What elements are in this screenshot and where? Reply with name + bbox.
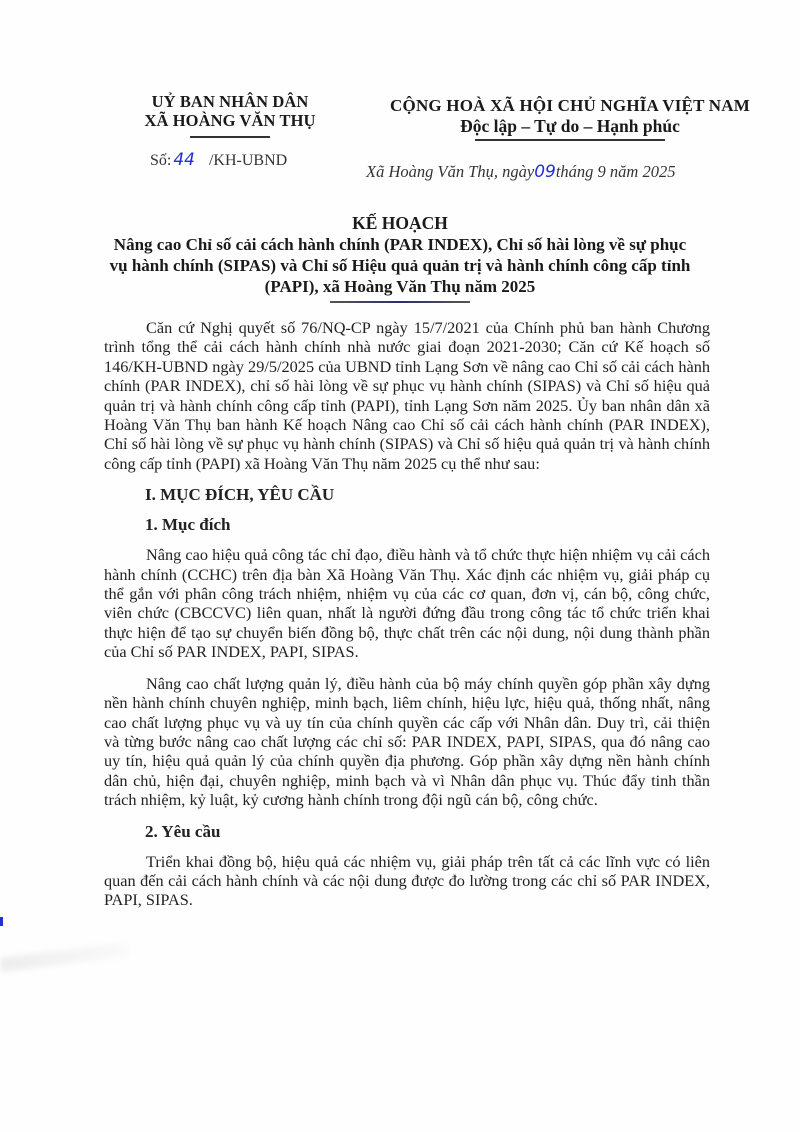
purpose-paragraph-2: Nâng cao chất lượng quản lý, điều hành của bộ máy chính quyền góp phần xây dựng nền hành chính chuyên nghiệp, minh bạch, liêm chính, hiệu lực, hiệu quả, thống nhất, nâng cao chất lượng phục vụ và uy tín của chính quyền các cấp với Nhân dân. Duy trì, cải thiện và từng bước nâng cao chất lượng các chỉ số: PAR INDEX, PAPI, SIPAS, qua đó nâng cao uy tín, hiệu quả quản lý của chính quyền địa phương. Góp phần xây dựng nền hành chính dân chủ, hiện đại, chuyên nghiệp, minh bạch và vì Nhân dân phục vụ. Thúc đẩy tinh thần trách nhiệm, kỷ luật, kỷ cương hành chính trong đội ngũ cán bộ, công chức. [104, 673, 710, 810]
national-motto: Độc lập – Tự do – Hạnh phúc [460, 116, 680, 136]
day-handwritten: 09 [534, 162, 556, 182]
preamble-paragraph: Căn cứ Nghị quyết số 76/NQ-CP ngày 15/7/2021 của Chính phủ ban hành Chương trình tổng thể cải cách hành chính nhà nước giai đoạn 2021-2030; Căn cứ Kế hoạch số 146/KH-UBND ngày 29/5/2025 của UBND tỉnh Lạng Sơn về nâng cao Chỉ số cải cách hành chính (PAR INDEX), chỉ số hài lòng về sự phục vụ hành chính (SIPAS) và Chỉ số hiệu quả quản trị và hành chính công cấp tỉnh (PAPI), tỉnh Lạng Sơn năm 2025. Ủy ban nhân dân xã Hoàng Văn Thụ ban hành Kế hoạch Nâng cao Chỉ số cải cách hành chính (PAR INDEX), Chỉ số hài lòng về sự phục vụ hành chính (SIPAS) và Chỉ số hiệu quả quản trị và hành chính công cấp tỉnh (PAPI) xã Hoàng Văn Thụ năm 2025 cụ thể như sau: [104, 318, 710, 473]
document-subtitle: Nâng cao Chỉ số cải cách hành chính (PAR INDEX), Chỉ số hài lòng về sự phục vụ hành chính (SIPAS) và Chỉ số Hiệu quả quản trị và hành chính công cấp tỉnh (PAPI), xã Hoàng Văn Thụ năm 2025 [109, 235, 691, 296]
purpose-paragraph-1: Nâng cao hiệu quả công tác chỉ đạo, điều hành và tổ chức thực hiện nhiệm vụ cải cách hành chính (CCHC) trên địa bàn Xã Hoàng Văn Thụ. Xác định các nhiệm vụ, giải pháp cụ thể gắn với phân công trách nhiệm, nhiệm vụ của các cơ quan, đơn vị, cán bộ, công chức, viên chức (CBCCVC) liên quan, nhất là người đứng đầu trong công tác tổ chức triển khai thực hiện để tạo sự chuyển biến đồng bộ, thực chất trên các nội dung, nội dung thành phần của Chỉ số PAR INDEX, PAPI, SIPAS. [104, 545, 710, 662]
place-date-prefix: Xã Hoàng Văn Thụ, ngày [366, 162, 535, 181]
document-number [150, 150, 287, 170]
title-underline [330, 301, 470, 303]
requirements-paragraph-1: Triển khai đồng bộ, hiệu quả các nhiệm vụ, giải pháp trên tất cả các lĩnh vực có liên quan đến cải cách hành chính và các nội dung được đo lường trong các chỉ số PAR INDEX, PAPI, SIPAS. [104, 851, 710, 910]
document-type: KẾ HOẠCH [352, 213, 448, 233]
document-body [104, 318, 710, 922]
document-title-block [105, 212, 695, 303]
issuing-agency [120, 92, 340, 138]
national-heading [345, 95, 795, 141]
doc-number-prefix: Số: [150, 152, 172, 169]
doc-number-suffix: /KH-UBND [208, 152, 288, 169]
place-date-suffix: tháng 9 năm 2025 [555, 162, 676, 181]
subsection-heading-requirements: 2. Yêu cầu [145, 821, 221, 841]
doc-number-handwritten: 44 [173, 150, 195, 170]
motto-underline [475, 139, 665, 141]
section-heading: I. MỤC ĐÍCH, YÊU CẦU [145, 485, 335, 505]
nation-name: CỘNG HOÀ XÃ HỘI CHỦ NGHĨA VIỆT NAM [390, 96, 750, 115]
scan-shadow [0, 942, 130, 972]
scan-ink-mark [0, 917, 3, 926]
agency-name-line2: XÃ HOÀNG VĂN THỤ [144, 111, 316, 130]
agency-name-line1: UỶ BAN NHÂN DÂN [151, 92, 309, 111]
agency-underline [190, 136, 270, 138]
subsection-heading-purpose: 1. Mục đích [145, 515, 231, 535]
place-and-date [366, 162, 675, 182]
